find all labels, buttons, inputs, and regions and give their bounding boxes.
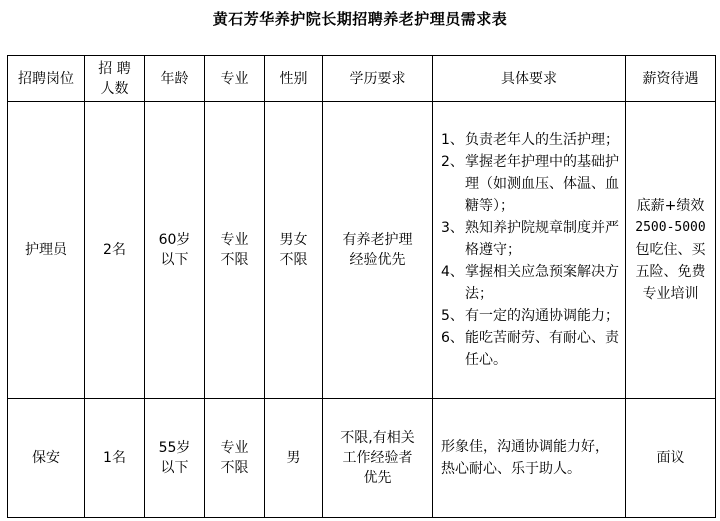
cell-gender: 男 bbox=[265, 399, 323, 518]
table-row bbox=[8, 102, 716, 399]
salary-line: 2500-5000 bbox=[635, 220, 706, 235]
cell-gender-line2: 不限 bbox=[279, 252, 308, 268]
cell-age-line1: 55岁 bbox=[158, 440, 191, 456]
cell-salary: 面议 bbox=[626, 399, 716, 518]
list-item-text: 有一定的沟通协调能力； bbox=[465, 308, 619, 324]
cell-education-line2: 工作经验者 bbox=[342, 450, 413, 466]
requirements-text: 形象佳，沟通协调能力好，热心耐心、乐于助人。 bbox=[441, 439, 609, 477]
cell-count: 1名 bbox=[85, 399, 145, 518]
list-item bbox=[441, 327, 621, 371]
salary-line: 包吃住、买 bbox=[635, 242, 706, 258]
list-item-number: 6、 bbox=[441, 330, 464, 346]
list-item-number: 1、 bbox=[441, 132, 464, 148]
header-major: 专业 bbox=[205, 56, 265, 102]
cell-position: 保安 bbox=[8, 399, 85, 518]
list-item-text: 熟知养护院规章制度并严格遵守； bbox=[465, 220, 619, 258]
list-item-text: 掌握老年护理中的基础护理（如测血压、体温、血糖等）； bbox=[465, 154, 619, 214]
cell-age-line2: 以下 bbox=[160, 252, 189, 268]
cell-education-line1: 有养老护理 bbox=[342, 232, 413, 248]
cell-major bbox=[205, 102, 265, 399]
list-item-text: 能吃苦耐劳、有耐心、责任心。 bbox=[465, 330, 619, 368]
list-item bbox=[441, 305, 621, 327]
header-education: 学历要求 bbox=[323, 56, 433, 102]
cell-requirements bbox=[433, 399, 626, 518]
cell-major-line1: 专业 bbox=[220, 232, 249, 248]
header-count-line1: 招 聘 bbox=[98, 60, 131, 77]
list-item-number: 2、 bbox=[441, 154, 464, 170]
cell-age-line2: 以下 bbox=[160, 460, 189, 476]
header-gender: 性别 bbox=[265, 56, 323, 102]
cell-education bbox=[323, 399, 433, 518]
cell-major-line2: 不限 bbox=[220, 460, 249, 476]
page-title: 黄石芳华养护院长期招聘养老护理员需求表 bbox=[212, 10, 508, 28]
recruitment-table bbox=[7, 55, 716, 518]
cell-position: 护理员 bbox=[8, 102, 85, 399]
header-count-line2: 人数 bbox=[100, 80, 129, 97]
list-item-text: 负责老年人的生活护理； bbox=[465, 132, 619, 148]
list-item bbox=[441, 151, 621, 217]
header-salary: 薪资待遇 bbox=[626, 56, 716, 102]
cell-major bbox=[205, 399, 265, 518]
header-age: 年龄 bbox=[145, 56, 205, 102]
cell-major-line2: 不限 bbox=[220, 252, 249, 268]
cell-age-line1: 60岁 bbox=[158, 232, 191, 248]
salary-line: 五险、免费 bbox=[635, 264, 706, 280]
header-requirements: 具体要求 bbox=[433, 56, 626, 102]
header-count bbox=[85, 56, 145, 102]
list-item bbox=[441, 129, 621, 151]
header-row bbox=[8, 56, 716, 102]
requirements-list bbox=[441, 129, 621, 371]
list-item bbox=[441, 217, 621, 261]
table-row bbox=[8, 399, 716, 518]
list-item-number: 4、 bbox=[441, 264, 464, 280]
list-item bbox=[441, 261, 621, 305]
list-item-number: 3、 bbox=[441, 220, 464, 236]
cell-gender-line1: 男女 bbox=[279, 232, 308, 248]
cell-age bbox=[145, 102, 205, 399]
cell-education-line1: 不限,有相关 bbox=[340, 430, 415, 446]
cell-education-line3: 优先 bbox=[363, 470, 392, 486]
cell-major-line1: 专业 bbox=[220, 440, 249, 456]
cell-gender bbox=[265, 102, 323, 399]
cell-education-line2: 经验优先 bbox=[349, 252, 406, 268]
cell-education bbox=[323, 102, 433, 399]
list-item-number: 5、 bbox=[441, 308, 464, 324]
header-position: 招聘岗位 bbox=[8, 56, 85, 102]
salary-line: 专业培训 bbox=[642, 286, 699, 302]
salary-line: 底薪+绩效 bbox=[636, 198, 705, 214]
cell-salary bbox=[626, 102, 716, 399]
cell-age bbox=[145, 399, 205, 518]
cell-count: 2名 bbox=[85, 102, 145, 399]
list-item-text: 掌握相关应急预案解决方法； bbox=[465, 264, 619, 302]
cell-requirements bbox=[433, 102, 626, 399]
